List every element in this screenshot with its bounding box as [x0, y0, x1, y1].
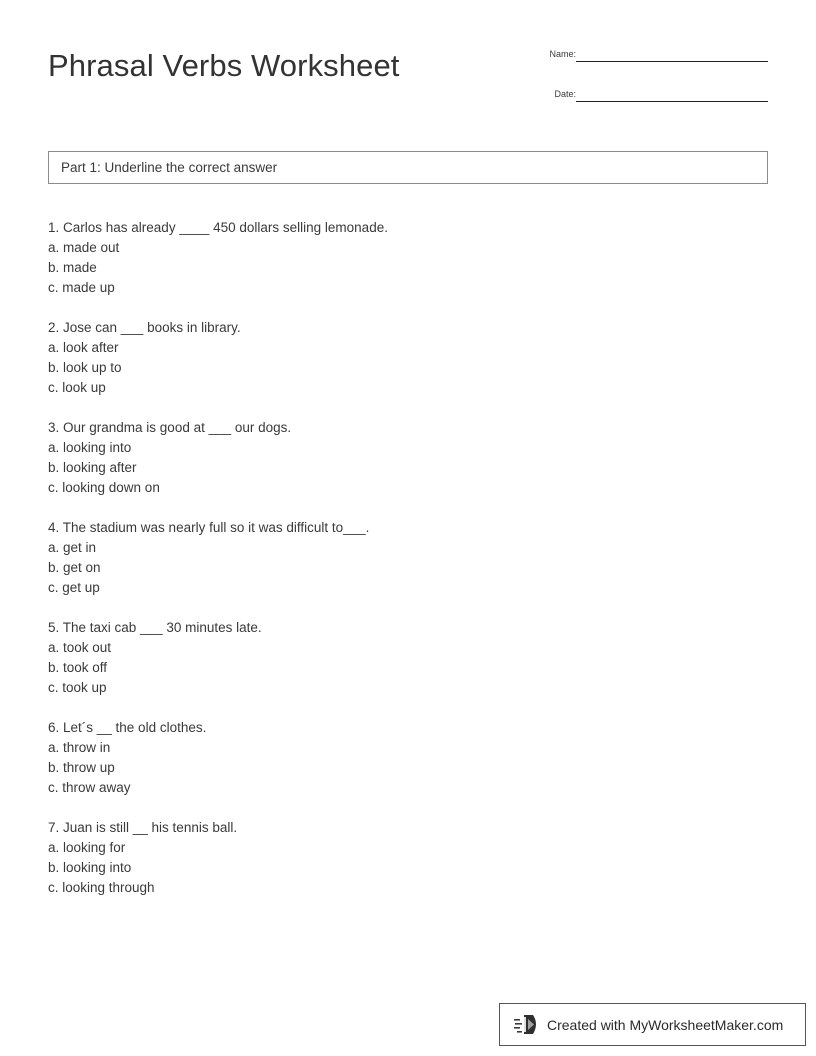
question-block [48, 618, 748, 698]
question-prompt: 1. Carlos has already ____ 450 dollars selling lemonade. [48, 220, 388, 235]
answer-option[interactable]: b. looking after [48, 460, 137, 475]
answer-option[interactable]: a. made out [48, 240, 120, 255]
answer-option[interactable]: a. looking into [48, 440, 132, 455]
answer-option[interactable]: c. get up [48, 580, 100, 595]
answer-option[interactable]: b. look up to [48, 360, 122, 375]
question-prompt: 2. Jose can ___ books in library. [48, 320, 241, 335]
answer-option[interactable]: a. look after [48, 340, 119, 355]
part-1-banner [48, 151, 768, 184]
question-block [48, 218, 748, 298]
answer-option[interactable]: a. took out [48, 640, 112, 655]
answer-option[interactable]: b. made [48, 260, 97, 275]
answer-option[interactable]: c. throw away [48, 780, 131, 795]
footer-attribution-text: Created with MyWorksheetMaker.com [547, 1016, 784, 1033]
name-label: Name: [549, 49, 576, 59]
question-prompt: 7. Juan is still __ his tennis ball. [48, 820, 238, 835]
answer-option[interactable]: b. took off [48, 660, 108, 675]
footer-attribution-badge[interactable] [499, 1003, 806, 1046]
worksheet-maker-logo-icon [514, 1013, 540, 1037]
answer-option[interactable]: a. looking for [48, 840, 126, 855]
student-info-fields [540, 46, 772, 126]
name-field-row [540, 46, 772, 86]
answer-option[interactable]: c. took up [48, 680, 107, 695]
part-1-instruction-text: Part 1: Underline the correct answer [61, 160, 278, 175]
question-prompt: 3. Our grandma is good at ___ our dogs. [48, 420, 292, 435]
answer-option[interactable]: c. look up [48, 380, 106, 395]
answer-option[interactable]: c. looking down on [48, 480, 160, 495]
date-field-row [540, 86, 772, 126]
question-block [48, 418, 748, 498]
question-block [48, 818, 748, 898]
question-prompt: 5. The taxi cab ___ 30 minutes late. [48, 620, 262, 635]
date-write-in-line[interactable] [576, 101, 768, 102]
page-title: Phrasal Verbs Worksheet [48, 48, 400, 83]
question-prompt: 4. The stadium was nearly full so it was difficult to___. [48, 520, 370, 535]
date-label: Date: [554, 89, 576, 99]
question-block [48, 718, 748, 798]
answer-option[interactable]: a. get in [48, 540, 97, 555]
questions-list [48, 218, 748, 898]
question-prompt: 6. Let´s __ the old clothes. [48, 720, 207, 735]
question-block [48, 518, 748, 598]
answer-option[interactable]: b. looking into [48, 860, 132, 875]
name-write-in-line[interactable] [576, 61, 768, 62]
question-block [48, 318, 748, 398]
answer-option[interactable]: c. looking through [48, 880, 155, 895]
answer-option[interactable]: b. get on [48, 560, 101, 575]
worksheet-header [0, 0, 816, 130]
answer-option[interactable]: b. throw up [48, 760, 115, 775]
answer-option[interactable]: c. made up [48, 280, 115, 295]
answer-option[interactable]: a. throw in [48, 740, 111, 755]
